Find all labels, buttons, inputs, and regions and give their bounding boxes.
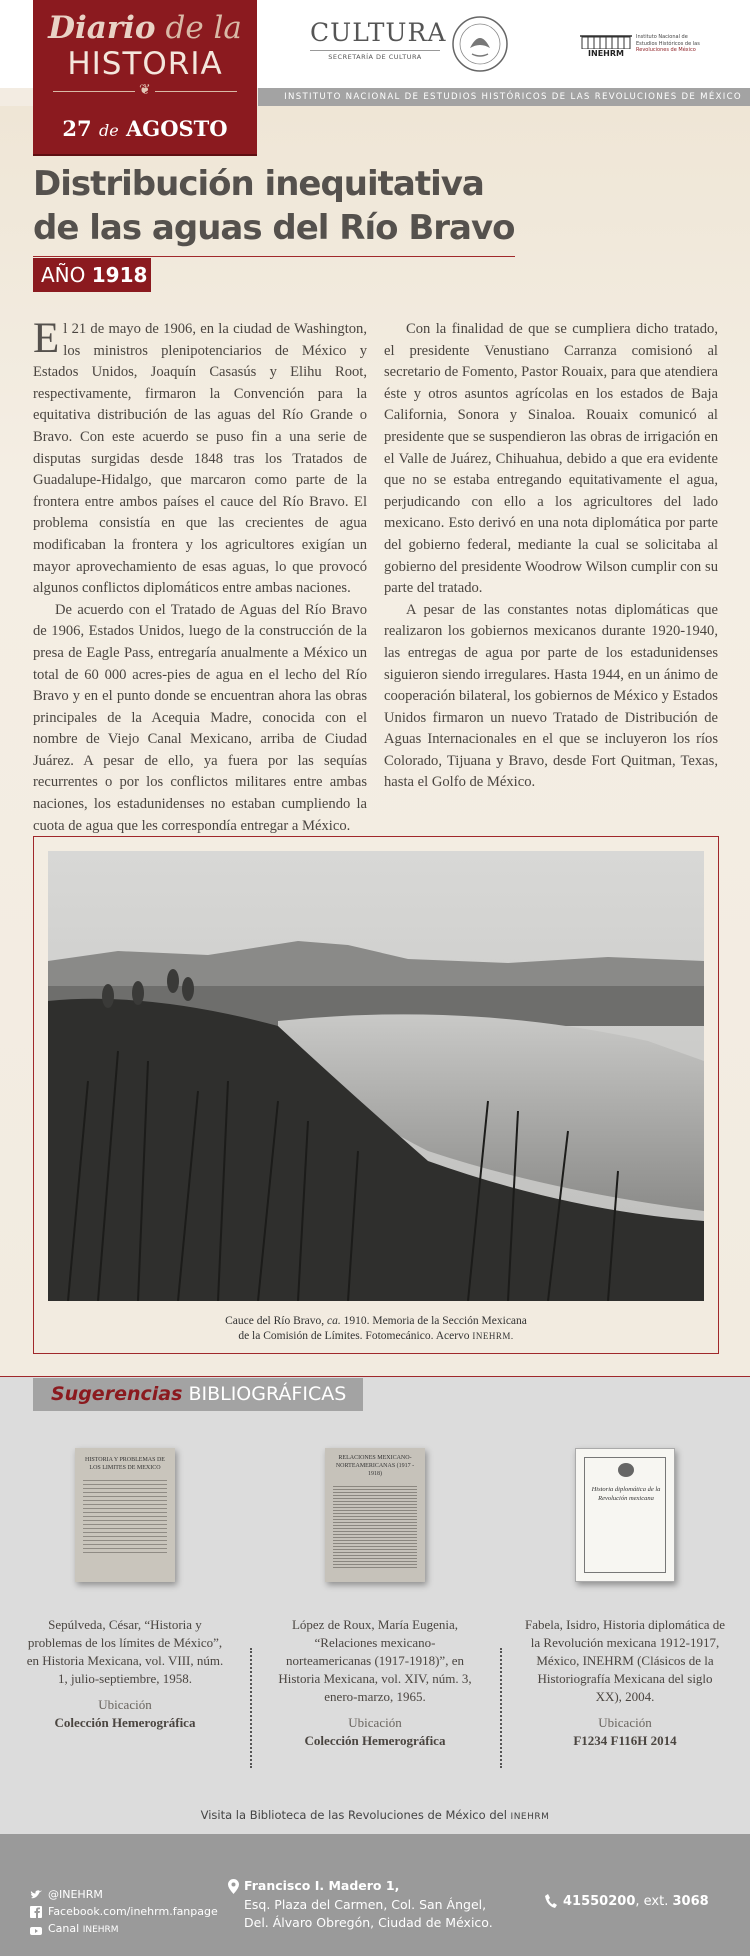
location-value: Colección Hemerográfica xyxy=(304,1733,446,1748)
article-paragraph: A pesar de las constantes notas diplomáticas que realizaron los gobiernos mexicanos durante 1920-1940, las entregas de agua por parte de los estadunidenses siguieron siendo irregulares. Hasta 1944, en un ánimo de cooperación bilateral, los gobiernos de México y Estados Unidos firmaron un nuevo Tratado de Distribución de Aguas Internacionales en el que se incluyeron los ríos Colorado, Tijuana y Bravo, desde Fort Quitman, Texas, hasta el Golfo de México. xyxy=(384,601,718,791)
location-label: Ubicación xyxy=(98,1697,152,1712)
dropcap: E xyxy=(33,315,60,362)
masthead-date: 27 de AGOSTO xyxy=(62,116,228,141)
masthead-line1: Diario de la xyxy=(48,10,242,46)
facebook-link[interactable]: Facebook.com/inehrm.fanpage xyxy=(30,1903,218,1920)
inehrm-acronym: INEHRM xyxy=(580,49,632,58)
twitter-link[interactable]: @INEHRM xyxy=(30,1886,218,1903)
book-item[interactable] xyxy=(275,1448,475,1750)
year-badge: AÑO 1918 xyxy=(33,258,151,292)
location-value: F1234 F116H 2014 xyxy=(573,1733,677,1748)
phone-icon xyxy=(545,1894,557,1908)
book-cover[interactable]: RELACIONES MEXICANO-NORTEAMERICANAS (1917 - 1918) xyxy=(325,1448,425,1582)
visit-library-note: Visita la Biblioteca de las Revoluciones de México del INEHRM xyxy=(200,1808,550,1822)
twitter-icon xyxy=(30,1889,42,1901)
location-pin-icon xyxy=(228,1879,239,1894)
masthead-line2: HISTORIA xyxy=(67,46,223,82)
article-paragraph: Con la finalidad de que se cumpliera dicho tratado, el presidente Venustiano Carranza comisionó al secretario de Fomento, Pastor Rouaix, para que atendiera éste y otros asuntos agrícolas en los estados de Baja California, Sonora y Sinaloa. Rouaix comunicó al presidente que se suspendieron las obras de irrigación en el Valle de Juárez, Chihuahua, debido a que era evidente que no se estaba entregando equitativamente el agua, perjudicando con ello a los agricultores del lado mexicano. Esto derivó en una nota diplomática por parte del gobierno federal, mediante la cual se solicitaba al gobierno del presidente Woodrow Wilson cumplir con su parte del tratado. xyxy=(384,321,718,597)
footer xyxy=(0,1834,750,1956)
book-citation: Sepúlveda, César, “Historia y problemas de los límites de México”, en Historia Mexicana, vol. VIII, núm. 1, julio-septiembre, 1958. xyxy=(26,1617,224,1686)
book-citation: López de Roux, María Eugenia, “Relaciones mexicano-norteamericanas (1917-1918)”, en Historia Mexicana, vol. XIV, núm. 3, enero-marzo, 1965. xyxy=(278,1617,472,1704)
national-seal-icon xyxy=(450,14,510,74)
book-cover[interactable]: Historia diplomática de la Revolución mexicana xyxy=(575,1448,675,1582)
institute-ribbon: INSTITUTO NACIONAL DE ESTUDIOS HISTÓRICOS DE LAS REVOLUCIONES DE MÉXICO xyxy=(258,88,750,106)
seal-icon xyxy=(618,1463,634,1477)
page-title: Distribución inequitativa de las aguas del Río Bravo xyxy=(33,164,515,248)
youtube-link[interactable]: Canal INEHRM xyxy=(30,1920,218,1939)
article-column-right xyxy=(384,319,718,794)
article-paragraph: De acuerdo con el Tratado de Aguas del Río Bravo de 1906, Estados Unidos, luego de la construcción de la presa de Eagle Pass, entregaría anualmente a México un total de 60 000 acres-pies de agua en el lecho del Río Bravo y en el punto donde se encuentran ahora las obras principales de la Acequia Madre, conocida con el nombre de Viejo Canal Mexicano, arriba de Ciudad Juárez. A pesar de ello, ya fuera por las sequías recurrentes o por los conflictos militares entre ambas naciones, los estadunidenses no estaban cumpliendo la cuota de agua que les correspondía entregar a México. xyxy=(33,601,367,834)
book-citation: Fabela, Isidro, Historia diplomática de la Revolución mexicana 1912-1917, México, INEHRM (Clásicos de la Historiografía Mexicana del siglo XX), 2004. xyxy=(525,1617,726,1704)
cultura-logo[interactable]: CULTURA SECRETARÍA DE CULTURA xyxy=(310,18,447,61)
river-photo xyxy=(48,851,704,1301)
divider xyxy=(250,1648,252,1768)
youtube-icon xyxy=(30,1924,42,1936)
masthead xyxy=(33,0,257,156)
book-cover[interactable]: HISTORIA Y PROBLEMAS DE LOS LIMITES DE MEXICO xyxy=(75,1448,175,1582)
social-links xyxy=(30,1886,218,1939)
book-item[interactable] xyxy=(525,1448,725,1750)
phone-number[interactable]: 41550200, ext. 3068 xyxy=(563,1894,709,1909)
facebook-icon xyxy=(30,1906,42,1918)
suggestions-heading: Sugerencias BIBLIOGRÁFICAS xyxy=(33,1378,363,1411)
title-rule xyxy=(33,256,515,257)
river-photo-image xyxy=(48,851,704,1301)
divider xyxy=(500,1648,502,1768)
location-label: Ubicación xyxy=(348,1715,402,1730)
address: Francisco I. Madero 1, Esq. Plaza del Carmen, Col. San Ángel, Del. Álvaro Obregón, Ciudad de México. xyxy=(244,1877,493,1933)
article-column-left xyxy=(33,315,367,837)
article-paragraph: El 21 de mayo de 1906, en la ciudad de Washington, los ministros plenipotenciarios de México y Estados Unidos, Joaquín Casasús y Elihu Root, respectivamente, firmaron la Convención para la equitativa distribución de las aguas del Río Grande o Bravo. Con este acuerdo se puso fin a una serie de disputas surgidas desde 1848 tras los Tratados de Guadalupe-Hidalgo, que marcaron como parte de la frontera entre ambos países el cauce del Río Bravo. El problema consistía en que las crecientes de agua modificaban la frontera y los agricultores exigían un mayor aprovechamiento de esas aguas, lo que provocó algunos conflictos diplomáticos entre ambas naciones. xyxy=(33,315,367,597)
photo-frame xyxy=(33,836,719,1354)
photo-caption: Cauce del Río Bravo, ca. 1910. Memoria de la Sección Mexicana de la Comisión de Límites. Fotomecánico. Acervo INEHRM. xyxy=(225,1315,527,1342)
inehrm-logo[interactable] xyxy=(580,33,700,63)
location-label: Ubicación xyxy=(598,1715,652,1730)
book-item[interactable] xyxy=(25,1448,225,1732)
location-value: Colección Hemerográfica xyxy=(54,1715,196,1730)
section-rule xyxy=(0,1376,750,1377)
ornament-icon xyxy=(53,91,237,101)
inehrm-fullname: Instituto Nacional de Estudios Históricos de las Revoluciones de México xyxy=(636,34,700,53)
